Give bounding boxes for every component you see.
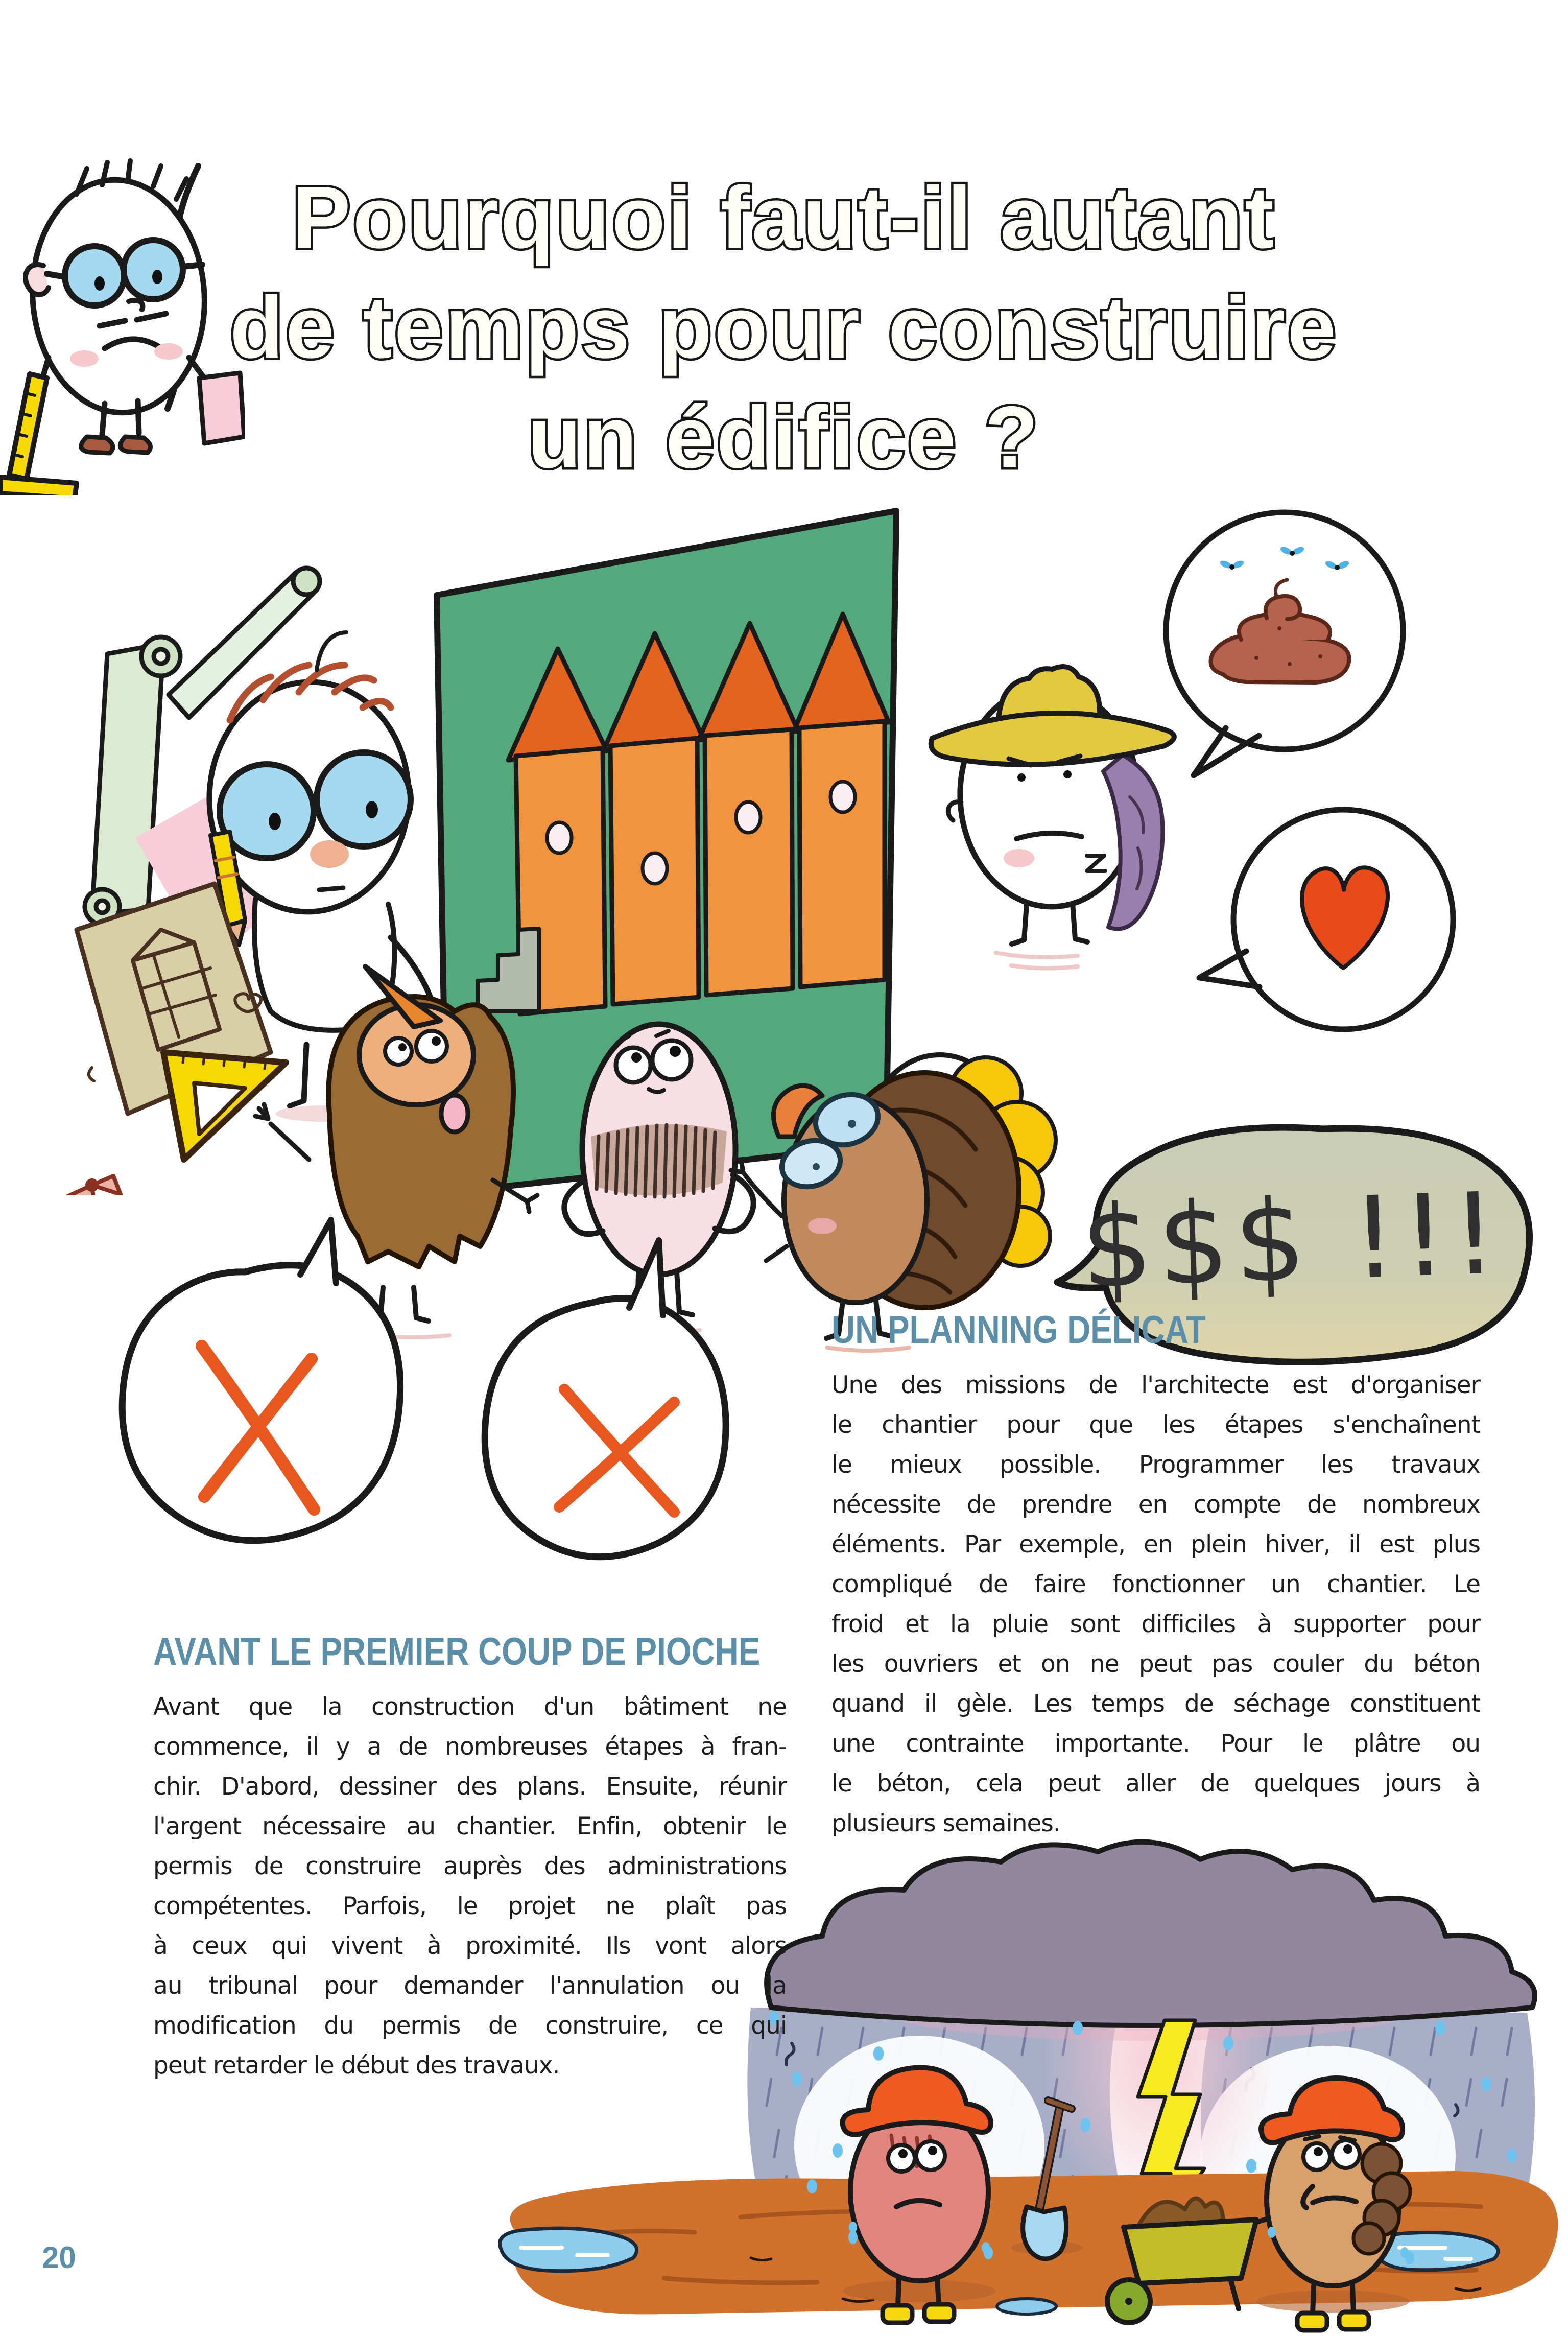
body-line: une contrainte importante. Pour le plâtre ou [831,1730,1480,1758]
body-line: éléments. Par exemple, en plein hiver, il est plus [831,1530,1480,1559]
rejection-bubbles-illustration [72,1211,766,1630]
body-line: le mieux possible. Programmer les travaux [831,1451,1480,1479]
body-line: Avant que la construction d'un bâtiment ne [153,1693,787,1721]
body-line: quand il gèle. Les temps de séchage constituent [831,1690,1480,1718]
body-line: compliqué de faire fonctionner un chantier. Le [831,1570,1480,1599]
x-bubble-1 [122,1220,400,1541]
body-line: le béton, cela peut aller de quelques jours à [831,1769,1480,1798]
nose [310,840,349,868]
body-line: commence, il y a de nombreuses étapes à fran- [153,1733,787,1761]
body-line: les ouvriers et on ne peut pas couler du béton [831,1650,1480,1679]
section-before-first-pickaxe [153,1630,787,2086]
body-line: plusieurs semaines. [831,1809,1060,1838]
page-title [0,148,1568,495]
section-heading [831,1308,1480,1352]
x-bubble-2 [485,1240,726,1557]
body-line: permis de construire auprès des administrations [153,1852,787,1881]
body-line: l'argent nécessaire au chantier. Enfin, obtenir le [153,1812,787,1841]
farmer-character [931,667,1174,969]
storm-cloud [767,1842,1535,2025]
title-line-3: un édifice ? [528,388,1040,486]
page-number: 20 [42,2240,76,2275]
body-line: à ceux qui vivent à proximité. Ils vont alors [153,1932,787,1961]
title-line-2: de temps pour construire [230,278,1338,376]
section-body [831,1365,1480,1844]
section-heading-text: UN PLANNING DÉLICAT [831,1308,1206,1352]
body-line: chir. D'abord, dessiner des plans. Ensuite, réunir [153,1773,787,1801]
body-line: compétentes. Parfois, le projet ne plaît pas [153,1892,787,1921]
body-line: modification du permis de construire, ce qui [153,2012,787,2040]
body-line: nécessite de prendre en compte de nombreux [831,1491,1480,1519]
body-line: Une des missions de l'architecte est d'organiser [831,1371,1480,1400]
section-heading-text: AVANT LE PREMIER COUP DE PIOCHE [153,1630,761,1673]
ribbon-icon [67,1176,121,1195]
body-line: le chantier pour que les étapes s'enchaînent [831,1411,1480,1440]
money-text: $$$ !!! [1079,1168,1505,1314]
poop-speech-bubble [1166,512,1403,775]
section-heading [153,1630,787,1674]
body-line: froid et la pluie sont difficiles à supporter pour [831,1610,1480,1639]
open-mouth [441,1095,468,1132]
body-line: peut retarder le début des travaux. [153,2051,560,2080]
title-line-1: Pourquoi faut-il autant [292,169,1276,267]
straw-hat-icon [931,667,1174,765]
section-delicate-planning [831,1308,1480,1844]
section-body [153,1687,787,2086]
heart-speech-bubble [1199,810,1453,1029]
body-line: au tribunal pour demander l'annulation ou la [153,1972,787,2000]
